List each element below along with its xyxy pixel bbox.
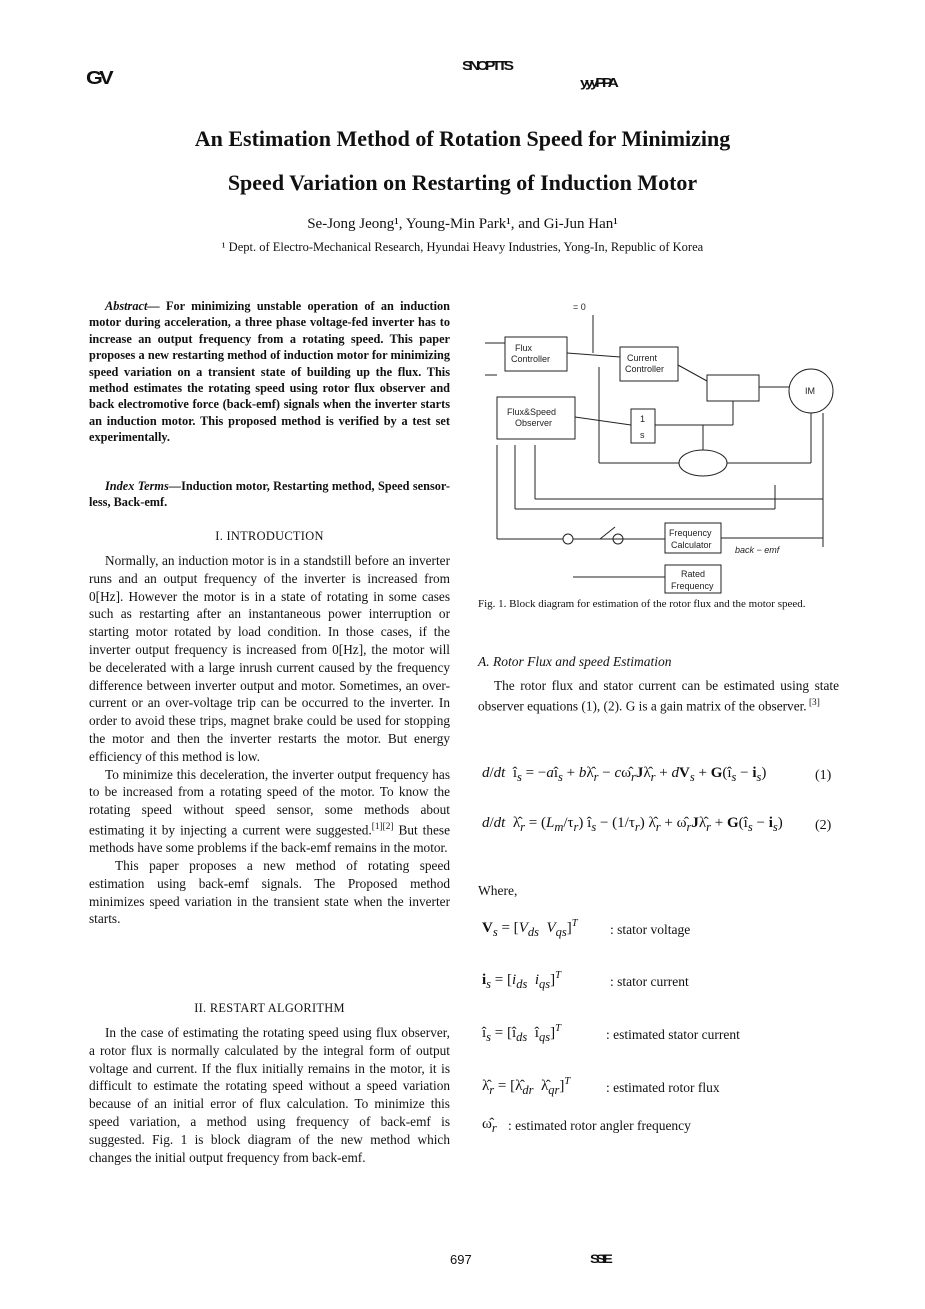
equation-2-number: (2)	[815, 818, 832, 833]
equation-1: d/dt $î_s$ = $-aî_s$ + $b\lambdâ_r$ − $c\omegâ_rJ\lambdâ_r + dV_s$ + $G(î_s - i_s)$	[482, 765, 767, 784]
integrator-numerator: 1	[640, 414, 646, 424]
paper-title-line1: An Estimation Method of Rotation Speed for Minimizing	[194, 126, 731, 151]
authors: Se-Jong Jeong¹, Young-Min Park¹, and Gi-Jun Han¹	[307, 216, 618, 232]
subsection-text: The rotor flux and stator current can be estimated using state observer equations (1), (2). G is a gain matrix of the observer.	[478, 678, 839, 714]
motor-label: IM	[805, 386, 815, 396]
header-right-mark: yyyPPA	[580, 75, 616, 90]
integrator-denominator: s	[640, 430, 645, 440]
flux-controller-label1: Flux	[515, 343, 533, 353]
abstract	[89, 298, 450, 446]
intro-p2-text-end: But these methods have some problems if the back-emf remains in the motor.	[89, 822, 451, 856]
observer-label2: Observer	[515, 418, 553, 428]
subsection-body	[478, 677, 839, 715]
index-terms	[89, 478, 450, 511]
observer-label1: Flux&Speed	[507, 407, 557, 417]
definition-est-rotor-flux: : estimated rotor flux	[606, 1080, 720, 1095]
section-heading-restart-algorithm: II. RESTART ALGORITHM	[194, 1001, 345, 1015]
index-terms-text: Induction motor, Restarting method, Speed sensor-less, Back-emf.	[89, 479, 450, 510]
intro-paragraph-2	[89, 766, 450, 857]
abstract-text: For minimizing unstable operation of an induction motor during acceleration, a three phase voltage-fed inverter has to increase an output frequency from a rotating speed. This paper proposes a new restarting method of induction motor for minimizing speed variation on a transient state of building up the flux. This method estimates the rotating speed using rotor flux observer and back electromotive force (back-emf) signals when the inverter starts an induction motor. This proposed method is verified by a test set experimentally.	[89, 299, 450, 445]
back-emf-label: back − emf	[735, 545, 780, 555]
definition-est-rotor-freq: : estimated rotor angler frequency	[508, 1118, 691, 1133]
rated-freq-label2: Frequency	[671, 581, 714, 591]
where-label: Where,	[478, 883, 518, 898]
definition-stator-voltage: : stator voltage	[610, 922, 691, 937]
affiliation: ¹ Dept. of Electro-Mechanical Research, Hyundai Heavy Industries, Yong-In, Republic of Korea	[221, 240, 704, 254]
freq-calc-label2: Calculator	[671, 540, 712, 550]
page-number: 697	[450, 1252, 472, 1267]
block-diagram	[475, 295, 855, 595]
definition-est-stator-current: : estimated stator current	[606, 1027, 740, 1042]
footer-right-mark: SSIIIE	[590, 1252, 610, 1266]
flux-controller-label2: Controller	[511, 354, 551, 364]
definition-stator-current-symbol: $i_s = [i_{ds}$ $i_{qs}]^T$	[482, 970, 561, 991]
iqs-zero-label: = 0	[573, 302, 586, 312]
rated-freq-label1: Rated	[681, 569, 706, 579]
inverse-transform-block	[707, 375, 759, 401]
definition-stator-current: : stator current	[610, 974, 689, 989]
subsection-citation: [3]	[806, 697, 820, 708]
header-left-mark: GV	[86, 68, 111, 88]
current-controller-label2: Controller	[625, 364, 665, 374]
subsection-heading: A. Rotor Flux and speed Estimation	[478, 654, 672, 669]
definition-est-stator-current-symbol: $î_s$ = [$î_{ds}$ $î_{qs}]^T$	[482, 1023, 561, 1044]
transform-block	[679, 450, 727, 476]
paper-title-line2: Speed Variation on Restarting of Induction Motor	[227, 170, 698, 195]
introduction-body	[89, 552, 450, 928]
header-center-mark: SNOPTTS	[462, 58, 511, 73]
definition-est-rotor-flux-symbol: $\lambdâ_r$ = [$\lambdâ_{dr}$ $\lambdâ_{qr}]^T$	[482, 1076, 571, 1097]
subsection-paragraph	[478, 677, 839, 715]
restart-paragraph-1: In the case of estimating the rotating speed using flux observer, a rotor flux is normally calculated by the integral form of output voltage and current. If the flux initially remains in the motor, it is difficult to estimate the rotating speed without a speed variation because of an initial error of flux calculation. To minimize this speed variation, a method using frequency of back-emf is suggested. Fig. 1 is block diagram of the new method which changes the initial output frequency from back-emf.	[89, 1025, 450, 1165]
equation-1-number: (1)	[815, 768, 832, 783]
current-controller-label1: Current	[627, 353, 658, 363]
index-terms-label: Index Terms—	[105, 479, 182, 493]
freq-calc-label1: Frequency	[669, 528, 712, 538]
intro-paragraph-1: Normally, an induction motor is in a standstill before an inverter runs and an output frequency of the inverter is increased from 0[Hz]. However the motor is in a state of rotating in some cases such as restarting after an instantaneous power interruption or starting motor rotated by load condition. In those cases, if the inverter output frequency is increased from 0[Hz], the motor will be decelerated with a large inrush current caused by the frequency difference between inverter output and motor. Sometimes, an over-current or an over-voltage trip can be occurred to the inverter. In order to avoid these trips, magnet brake could be used for stopping the motor and then the inverter restarts the motor. But energy efficiency of this method is low.	[89, 553, 450, 764]
figure-caption: Fig. 1. Block diagram for estimation of the rotor flux and the motor speed.	[478, 598, 806, 610]
section-heading-introduction: I. INTRODUCTION	[215, 529, 324, 543]
intro-p2-text: To minimize this deceleration, the inverter output frequency has to be increased from a rotating speed of the motor. To know the rotating speed without speed sensor, some methods about estimating it by injecting a current were suggested.	[89, 766, 450, 838]
intro-citation: [1][2]	[371, 821, 394, 832]
definition-est-rotor-freq-symbol: $\omegâ_r$	[482, 1116, 497, 1135]
intro-paragraph-3: This paper proposes a new method of rotating speed estimation using back-emf signals. The Proposed method minimizes speed variation in the transient state when the inverter starts.	[89, 857, 450, 927]
abstract-label: Abstract—	[105, 299, 160, 313]
restart-algorithm-body	[89, 1024, 450, 1166]
definition-stator-voltage-symbol: $V_s = [V_{ds}$ $V_{qs}]^T$	[482, 918, 578, 939]
equation-2: d/dt $\lambdâ_r = (L_m/\tau_r)$ $î_s - (1/\tau_r)$ $\lambdâ_r$ + $\omegâ_rJ\lambdâ_r$ + $G(î_s - i_s)$	[482, 815, 783, 834]
